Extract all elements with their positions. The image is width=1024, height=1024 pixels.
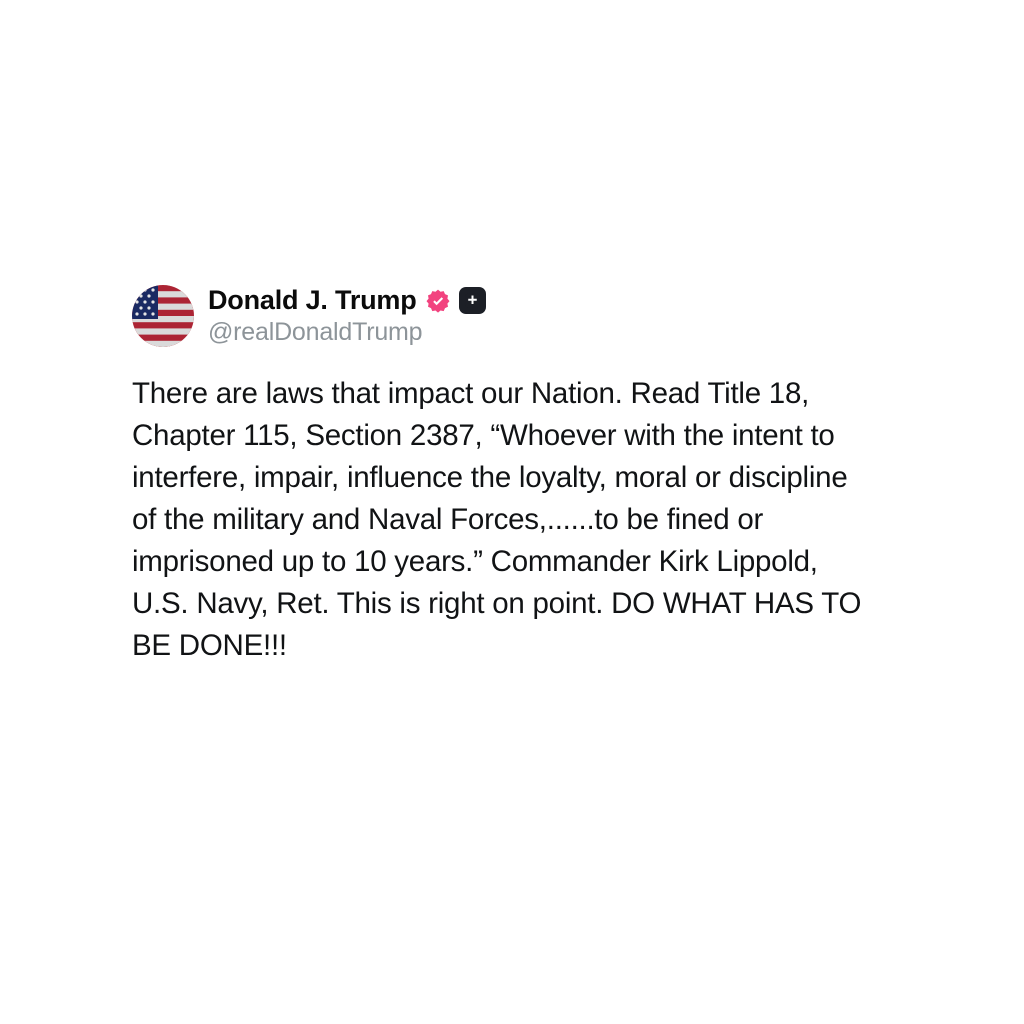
handle[interactable]: @realDonaldTrump	[208, 318, 423, 347]
name-row	[208, 286, 486, 315]
plus-badge[interactable]	[459, 287, 486, 314]
plus-badge-icon	[464, 292, 481, 309]
avatar[interactable]	[132, 285, 194, 347]
display-name[interactable]: Donald J. Trump	[208, 284, 417, 315]
us-flag-avatar-icon	[132, 285, 194, 347]
identity-block	[208, 286, 486, 346]
post-header	[132, 285, 892, 347]
verified-check-icon	[426, 289, 450, 313]
social-post	[132, 285, 892, 667]
post-body-text: There are laws that impact our Nation. Read Title 18, Chapter 115, Section 2387, “Whoever with the intent to interfere, impair, influence the loyalty, moral or discipline of the military and Naval Forces,......to be fined or imprisoned up to 10 years.” Commander Kirk Lippold, U.S. Navy, Ret. This is right on point. DO WHAT HAS TO BE DONE!!!	[132, 377, 870, 662]
